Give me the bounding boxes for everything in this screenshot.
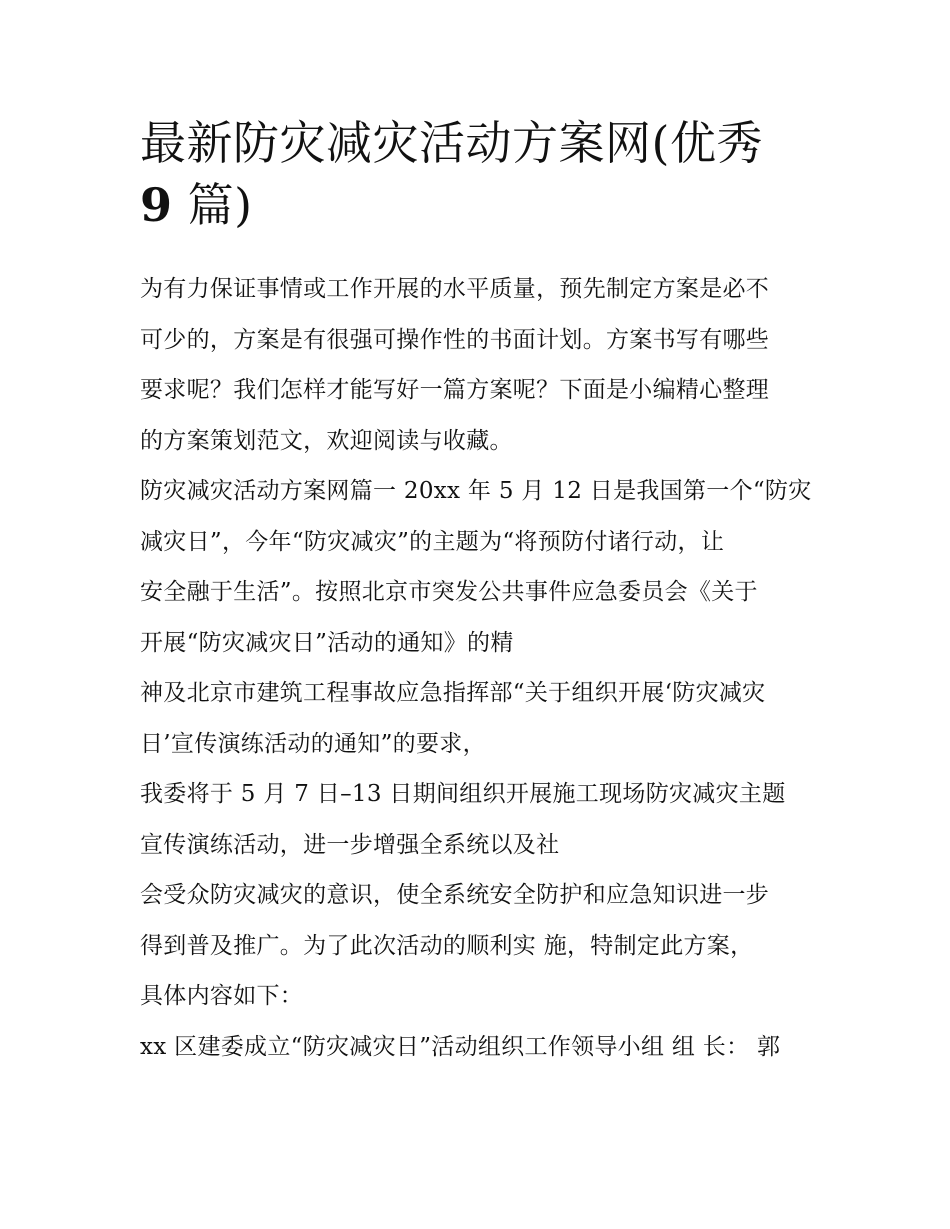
body-line: xx 区建委成立“防灾减灾日”活动组织工作领导小组 组 长： 郭 — [140, 1033, 781, 1060]
body-line: 为有力保证事情或工作开展的水平质量，预先制定方案是必不 — [140, 276, 770, 302]
body-line: 可少的，方案是有很强可操作性的书面计划。方案书写有哪些 — [140, 326, 770, 353]
title-line-2 — [140, 174, 820, 236]
body-line: 的方案策划范文，欢迎阅读与收藏。 — [140, 427, 513, 454]
title-suffix: 篇) — [172, 178, 253, 232]
body-line: 我委将于 5 月 7 日–13 日期间组织开展施工现场防灾减灾主题 — [140, 781, 786, 807]
body-line: 得到普及推广。为了此次活动的顺利实 施，特制定此方案， — [140, 932, 754, 959]
body-line: 开展“防灾减灾日”活动的通知》的精 — [140, 629, 514, 656]
body-text — [140, 264, 820, 1072]
title-number: 9 — [140, 178, 173, 232]
document-body — [140, 112, 820, 1072]
body-line: 防灾减灾活动方案网篇一 20xx 年 5 月 12 日是我国第一个“防灾 — [140, 478, 812, 504]
body-line: 要求呢？我们怎样才能写好一篇方案呢？下面是小编精心整理 — [140, 377, 770, 403]
body-line: 日’宣传演练活动的通知”的要求， — [140, 730, 486, 757]
body-line: 具体内容如下： — [140, 983, 304, 1009]
body-line: 宣传演练活动，进一步增强全系统以及社 — [140, 831, 560, 858]
body-line: 安全融于生活”。按照北京市突发公共事件应急委员会《关于 — [140, 579, 758, 605]
body-line: 会受众防灾减灾的意识，使全系统安全防护和应急知识进一步 — [140, 882, 770, 908]
title-line-1: 最新防灾减灾活动方案网(优秀 — [140, 116, 763, 170]
document-title — [140, 112, 820, 236]
body-line: 神及北京市建筑工程事故应急指挥部“关于组织开展‘防灾减灾 — [140, 680, 766, 706]
body-line: 减灾日”，今年“防灾减灾”的主题为“将预防付诸行动，让 — [140, 528, 725, 555]
